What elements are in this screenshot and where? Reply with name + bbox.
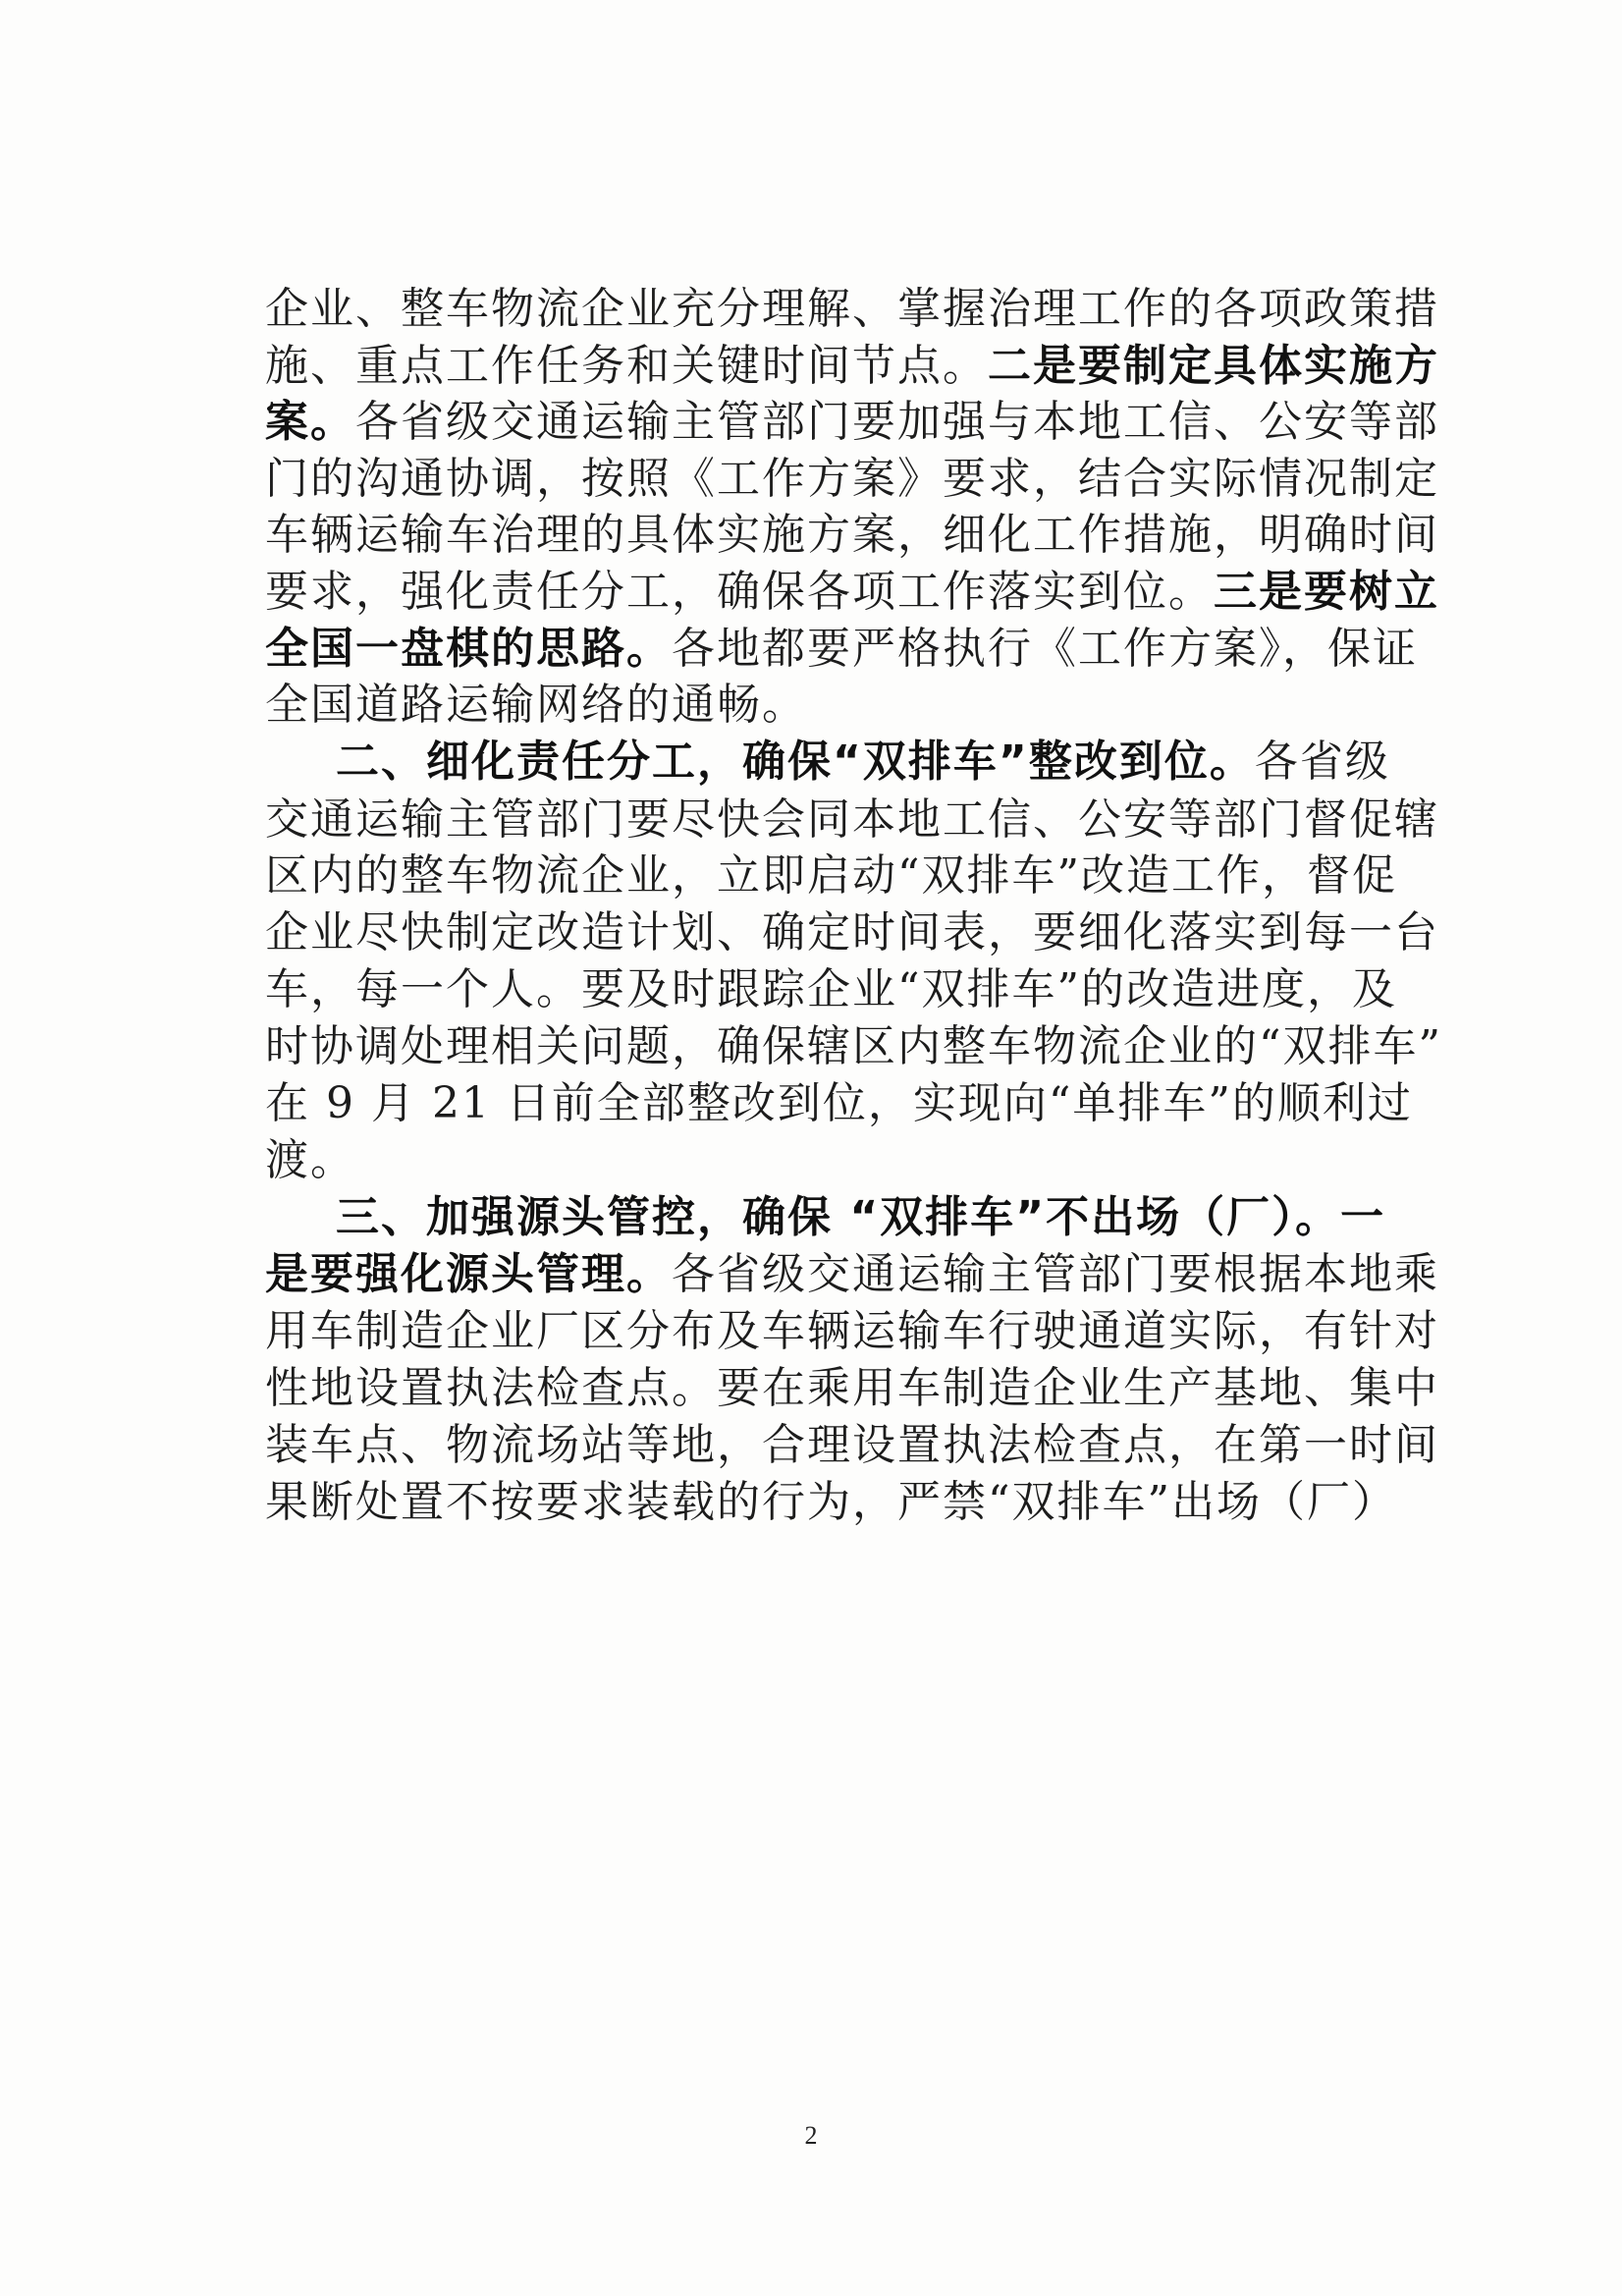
emphasis-text: 二是要制定具体实施方 bbox=[988, 341, 1439, 391]
body-span: 果断处置不按要求装载的行为，严禁“双排车”出场（厂） bbox=[265, 1477, 1397, 1527]
body-span: 交通运输主管部门要尽快会同本地工信、公安等部门督促辖 bbox=[265, 794, 1439, 845]
text-line bbox=[265, 1302, 1439, 1361]
text-line bbox=[265, 960, 1397, 1019]
text-line bbox=[265, 563, 1439, 622]
body-span: 在 9 月 21 日前全部整改到位，实现向“单排车”的顺利过 bbox=[265, 1078, 1413, 1128]
text-line bbox=[265, 1359, 1439, 1418]
emphasis-text: 一 bbox=[1340, 1192, 1386, 1242]
text-line bbox=[265, 450, 1439, 509]
section-heading: 三、加强源头管控，确保 “双排车”不出场（厂）。 bbox=[336, 1192, 1341, 1242]
text-line bbox=[265, 1131, 1335, 1190]
body-span: 全国道路运输网络的通畅。 bbox=[265, 680, 807, 730]
emphasis-text: 全国一盘棋的思路。 bbox=[265, 624, 672, 674]
body-span: 装车点、物流场站等地，合理设置执法检查点，在第一时间 bbox=[265, 1420, 1439, 1470]
body-span: 用车制造企业厂区分布及车辆运输车行驶通道实际，有针对 bbox=[265, 1306, 1439, 1356]
body-span: 车，每一个人。要及时跟踪企业“双排车”的改造进度，及 bbox=[265, 964, 1397, 1014]
text-line bbox=[265, 1245, 1439, 1304]
text-line bbox=[336, 733, 1390, 792]
text-line bbox=[265, 280, 1439, 339]
body-span: 车辆运输车治理的具体实施方案，细化工作措施，明确时间 bbox=[265, 510, 1439, 560]
text-line bbox=[265, 791, 1439, 849]
body-span: 企业尽快制定改造计划、确定时间表，要细化落实到每一台 bbox=[265, 907, 1439, 957]
body-span: 要求，强化责任分工，确保各项工作落实到位。 bbox=[265, 567, 1214, 617]
body-span: 各省级交通运输主管部门要加强与本地工信、公安等部 bbox=[355, 397, 1439, 447]
body-span: 各省级 bbox=[1254, 737, 1390, 787]
section-heading: 二、细化责任分工，确保“双排车”整改到位。 bbox=[336, 737, 1255, 787]
text-line bbox=[265, 506, 1439, 565]
emphasis-text: 是要强化源头管理。 bbox=[265, 1249, 672, 1299]
body-span: 企业、整车物流企业充分理解、掌握治理工作的各项政策措 bbox=[265, 284, 1439, 334]
text-line bbox=[265, 393, 1439, 452]
emphasis-text: 三是要树立 bbox=[1214, 567, 1439, 617]
body-span: 性地设置执法检查点。要在乘用车制造企业生产基地、集中 bbox=[265, 1363, 1439, 1413]
text-line bbox=[265, 847, 1397, 905]
text-line bbox=[265, 620, 1418, 679]
text-line bbox=[265, 1074, 1413, 1133]
body-span: 门的沟通协调，按照《工作方案》要求，结合实际情况制定 bbox=[265, 454, 1439, 504]
emphasis-text: 案。 bbox=[265, 397, 355, 447]
body-span: 时协调处理相关问题，确保辖区内整车物流企业的“双排车” bbox=[265, 1021, 1442, 1071]
text-line bbox=[265, 337, 1439, 396]
text-line bbox=[265, 676, 1335, 735]
text-line bbox=[336, 1188, 1386, 1247]
page-number: 2 bbox=[804, 2121, 818, 2150]
text-line bbox=[265, 1017, 1442, 1076]
body-span: 施、重点工作任务和关键时间节点。 bbox=[265, 341, 988, 391]
text-line bbox=[265, 1416, 1439, 1475]
body-span: 区内的整车物流企业，立即启动“双排车”改造工作，督促 bbox=[265, 850, 1397, 901]
text-line bbox=[265, 903, 1439, 962]
body-span: 各地都要严格执行《工作方案》，保证 bbox=[672, 624, 1418, 674]
body-span: 各省级交通运输主管部门要根据本地乘 bbox=[672, 1249, 1439, 1299]
text-line bbox=[265, 1473, 1397, 1532]
body-span: 渡。 bbox=[265, 1135, 355, 1185]
